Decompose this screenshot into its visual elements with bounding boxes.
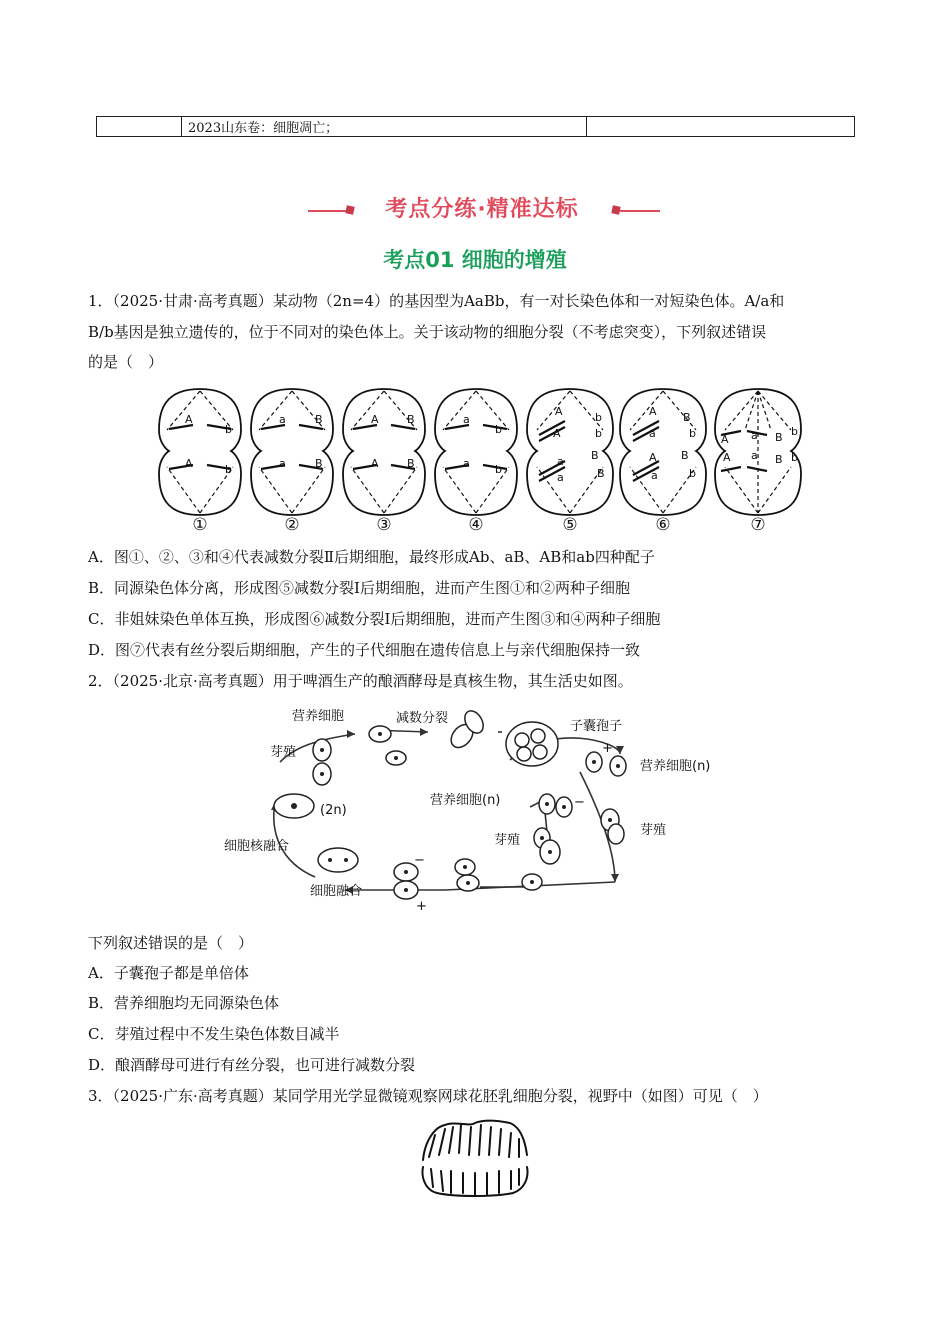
svg-text:A: A (721, 433, 729, 446)
label-yingyang-top: 营养细胞 (292, 709, 345, 724)
svg-text:b: b (689, 467, 696, 480)
svg-text:a: a (279, 457, 286, 470)
figure-label: ③ (376, 515, 392, 535)
figure-label: ⑦ (750, 515, 766, 535)
svg-text:B: B (775, 453, 783, 466)
svg-text:A: A (185, 457, 193, 470)
svg-text:a: a (649, 427, 656, 440)
q2-option-d: D．酿酒酵母可进行有丝分裂，也可进行减数分裂 (88, 1056, 416, 1074)
svg-text:a: a (463, 413, 470, 426)
svg-text:B: B (591, 449, 599, 462)
table-cell: 2023山东卷：细胞凋亡； (182, 117, 587, 137)
banner-text: 考点分练·精准达标 (385, 197, 579, 222)
q1-option-b: B．同源染色体分离，形成图⑤减数分裂Ⅰ后期细胞，进而产生图①和②两种子细胞 (88, 579, 630, 597)
label-jianshu: 减数分裂 (396, 711, 449, 726)
q3-stem: 3．（2025·广东·高考真题）某同学用光学显微镜观察网球花胚乳细胞分裂，视野中（如图）可见（ ） (88, 1087, 768, 1105)
svg-text:A: A (185, 413, 193, 426)
cell-outline (343, 389, 425, 515)
label-2n: (2n) (320, 803, 347, 818)
figure-label: ① (192, 515, 208, 535)
cell-outline (527, 389, 613, 515)
svg-text:B: B (775, 431, 783, 444)
section-banner (300, 190, 664, 226)
q3-micrograph-figure (415, 1115, 535, 1200)
banner-line-left (308, 210, 348, 212)
svg-text:A: A (555, 405, 563, 418)
q2-option-a: A．子囊孢子都是单倍体 (88, 964, 249, 982)
figure-label: ④ (468, 515, 484, 535)
svg-text:A: A (371, 457, 379, 470)
svg-text:a: a (557, 455, 564, 468)
q1-stem-line2: B/b基因是独立遗传的，位于不同对的染色体上。关于该动物的细胞分裂（不考虑突变），下列叙述错误 (88, 323, 767, 341)
q2-option-b: B．营养细胞均无同源染色体 (88, 994, 280, 1012)
banner-square-icon (345, 205, 354, 214)
svg-text:a: a (751, 429, 758, 442)
figure-label: ⑥ (655, 515, 671, 535)
svg-text:A: A (553, 427, 561, 440)
label-yazhi-right: 芽殖 (640, 823, 667, 838)
svg-text:b: b (595, 427, 602, 440)
q2-yeast-lifecycle-figure (220, 702, 740, 912)
svg-text:a: a (557, 471, 564, 484)
section-title: 考点01 细胞的增殖 (383, 248, 567, 272)
label-yazhi-mid: 芽殖 (494, 833, 521, 848)
svg-text:A: A (649, 405, 657, 418)
svg-text:a: a (279, 413, 286, 426)
label-yingyang-mid: 营养细胞(n) (430, 793, 501, 808)
svg-text:a: a (463, 457, 470, 470)
svg-text:b: b (225, 463, 232, 476)
label-hexronghe: 细胞核融合 (224, 839, 290, 854)
label-yazhi-left: 芽殖 (270, 745, 297, 760)
table-cell (97, 117, 182, 137)
svg-text:A: A (649, 451, 657, 464)
cell-outline (159, 389, 241, 515)
svg-text:A: A (371, 413, 379, 426)
svg-text:b: b (791, 451, 798, 464)
q2-question: 下列叙述错误的是（ ） (88, 934, 254, 952)
q1-stem-line1: 1．（2025·甘肃·高考真题）某动物（2n=4）的基因型为AaBb，有一对长染色体和一对短染色体。A/a和 (88, 292, 785, 310)
svg-text:A: A (723, 451, 731, 464)
banner-line-right (620, 210, 660, 212)
q1-option-a: A．图①、②、③和④代表减数分裂Ⅱ后期细胞，最终形成Ab、aB、AB和ab四种配子 (88, 548, 655, 566)
top-table (96, 116, 855, 137)
cell-outline (251, 389, 333, 515)
svg-text:b: b (791, 425, 798, 438)
svg-text:B: B (681, 449, 689, 462)
svg-text:B: B (315, 413, 323, 426)
svg-text:b: b (689, 427, 696, 440)
svg-text:b: b (595, 411, 602, 424)
svg-text:a: a (651, 469, 658, 482)
label-minus: − (414, 853, 425, 868)
figure-label: ② (284, 515, 300, 535)
svg-text:B: B (407, 457, 415, 470)
table-cell (587, 117, 855, 137)
svg-text:b: b (225, 423, 232, 436)
q1-option-d: D．图⑦代表有丝分裂后期细胞，产生的子代细胞在遗传信息上与亲代细胞保持一致 (88, 641, 641, 659)
svg-text:a: a (751, 449, 758, 462)
q2-option-c: C．芽殖过程中不发生染色体数目减半 (88, 1025, 340, 1043)
svg-text:B: B (683, 411, 691, 424)
label-yingyang-right: 营养细胞(n) (640, 759, 711, 774)
label-zinang: 子囊孢子 (570, 719, 623, 734)
table-row (97, 117, 855, 137)
svg-text:B: B (315, 457, 323, 470)
label-minus: − (574, 795, 585, 810)
svg-text:B: B (407, 413, 415, 426)
label-xibaoronghe: 细胞融合 (310, 884, 363, 899)
cell-outline (435, 389, 517, 515)
svg-text:B: B (597, 467, 605, 480)
svg-text:b: b (495, 423, 502, 436)
q1-option-c: C．非姐妹染色单体互换，形成图⑥减数分裂Ⅰ后期细胞，进而产生图③和④两种子细胞 (88, 610, 661, 628)
q1-stem-line3: 的是（ ） (88, 353, 164, 371)
cell-outline (620, 389, 706, 515)
label-plus: + (602, 741, 613, 756)
figure-label: ⑤ (562, 515, 578, 535)
q2-stem: 2．（2025·北京·高考真题）用于啤酒生产的酿酒酵母是真核生物，其生活史如图。 (88, 672, 633, 690)
q1-cell-division-figure (155, 385, 805, 535)
svg-text:b: b (495, 463, 502, 476)
label-plus: + (416, 899, 427, 912)
